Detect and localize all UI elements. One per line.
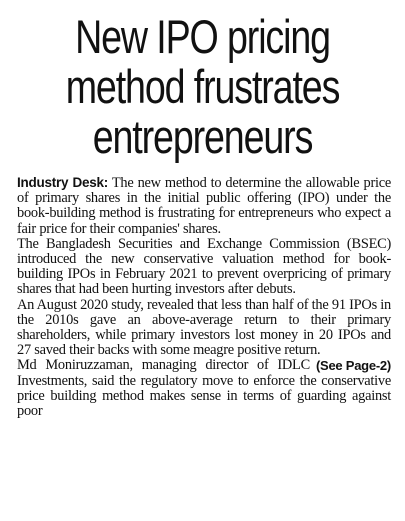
paragraph-2: The Bangladesh Securities and Exchange Commission (BSEC) introduced the new conservative valuation method for book-building IPOs in February 2021 to prevent overpricing of primary shares that had been hurting investors after debuts. [17,235,391,298]
headline [41,12,365,162]
headline-line-3: entrepreneurs [92,110,313,163]
headline-line-2: method frustrates [65,60,340,113]
paragraph-1-text: The new method to determine the allowable price of primary shares in the initial public offering (IPO) under the book-building method is frustrating for entrepreneurs who expect a fair price for their companies' shares. [17,175,392,237]
dateline: Industry Desk: [17,175,109,190]
paragraph-3: An August 2020 study, revealed that less than half of the 91 IPOs in the 2010s gave an above-average return to their primary shareholders, while primary investors lost money in 20 IPOs and 27 saved their backs with some meagre positive return. [17,296,391,359]
article-body [17,175,391,419]
paragraph-4 [17,358,391,419]
paragraph-4-text: Md Moniruzzaman, managing director of IDLC Investments, said the regulatory move to enforce the conservative price building method makes sense in terms of guarding against poor [17,357,391,420]
continuation-note: (See Page-2) [315,358,391,374]
paragraph-1 [17,175,391,237]
headline-line-1: New IPO pricing [75,10,330,63]
